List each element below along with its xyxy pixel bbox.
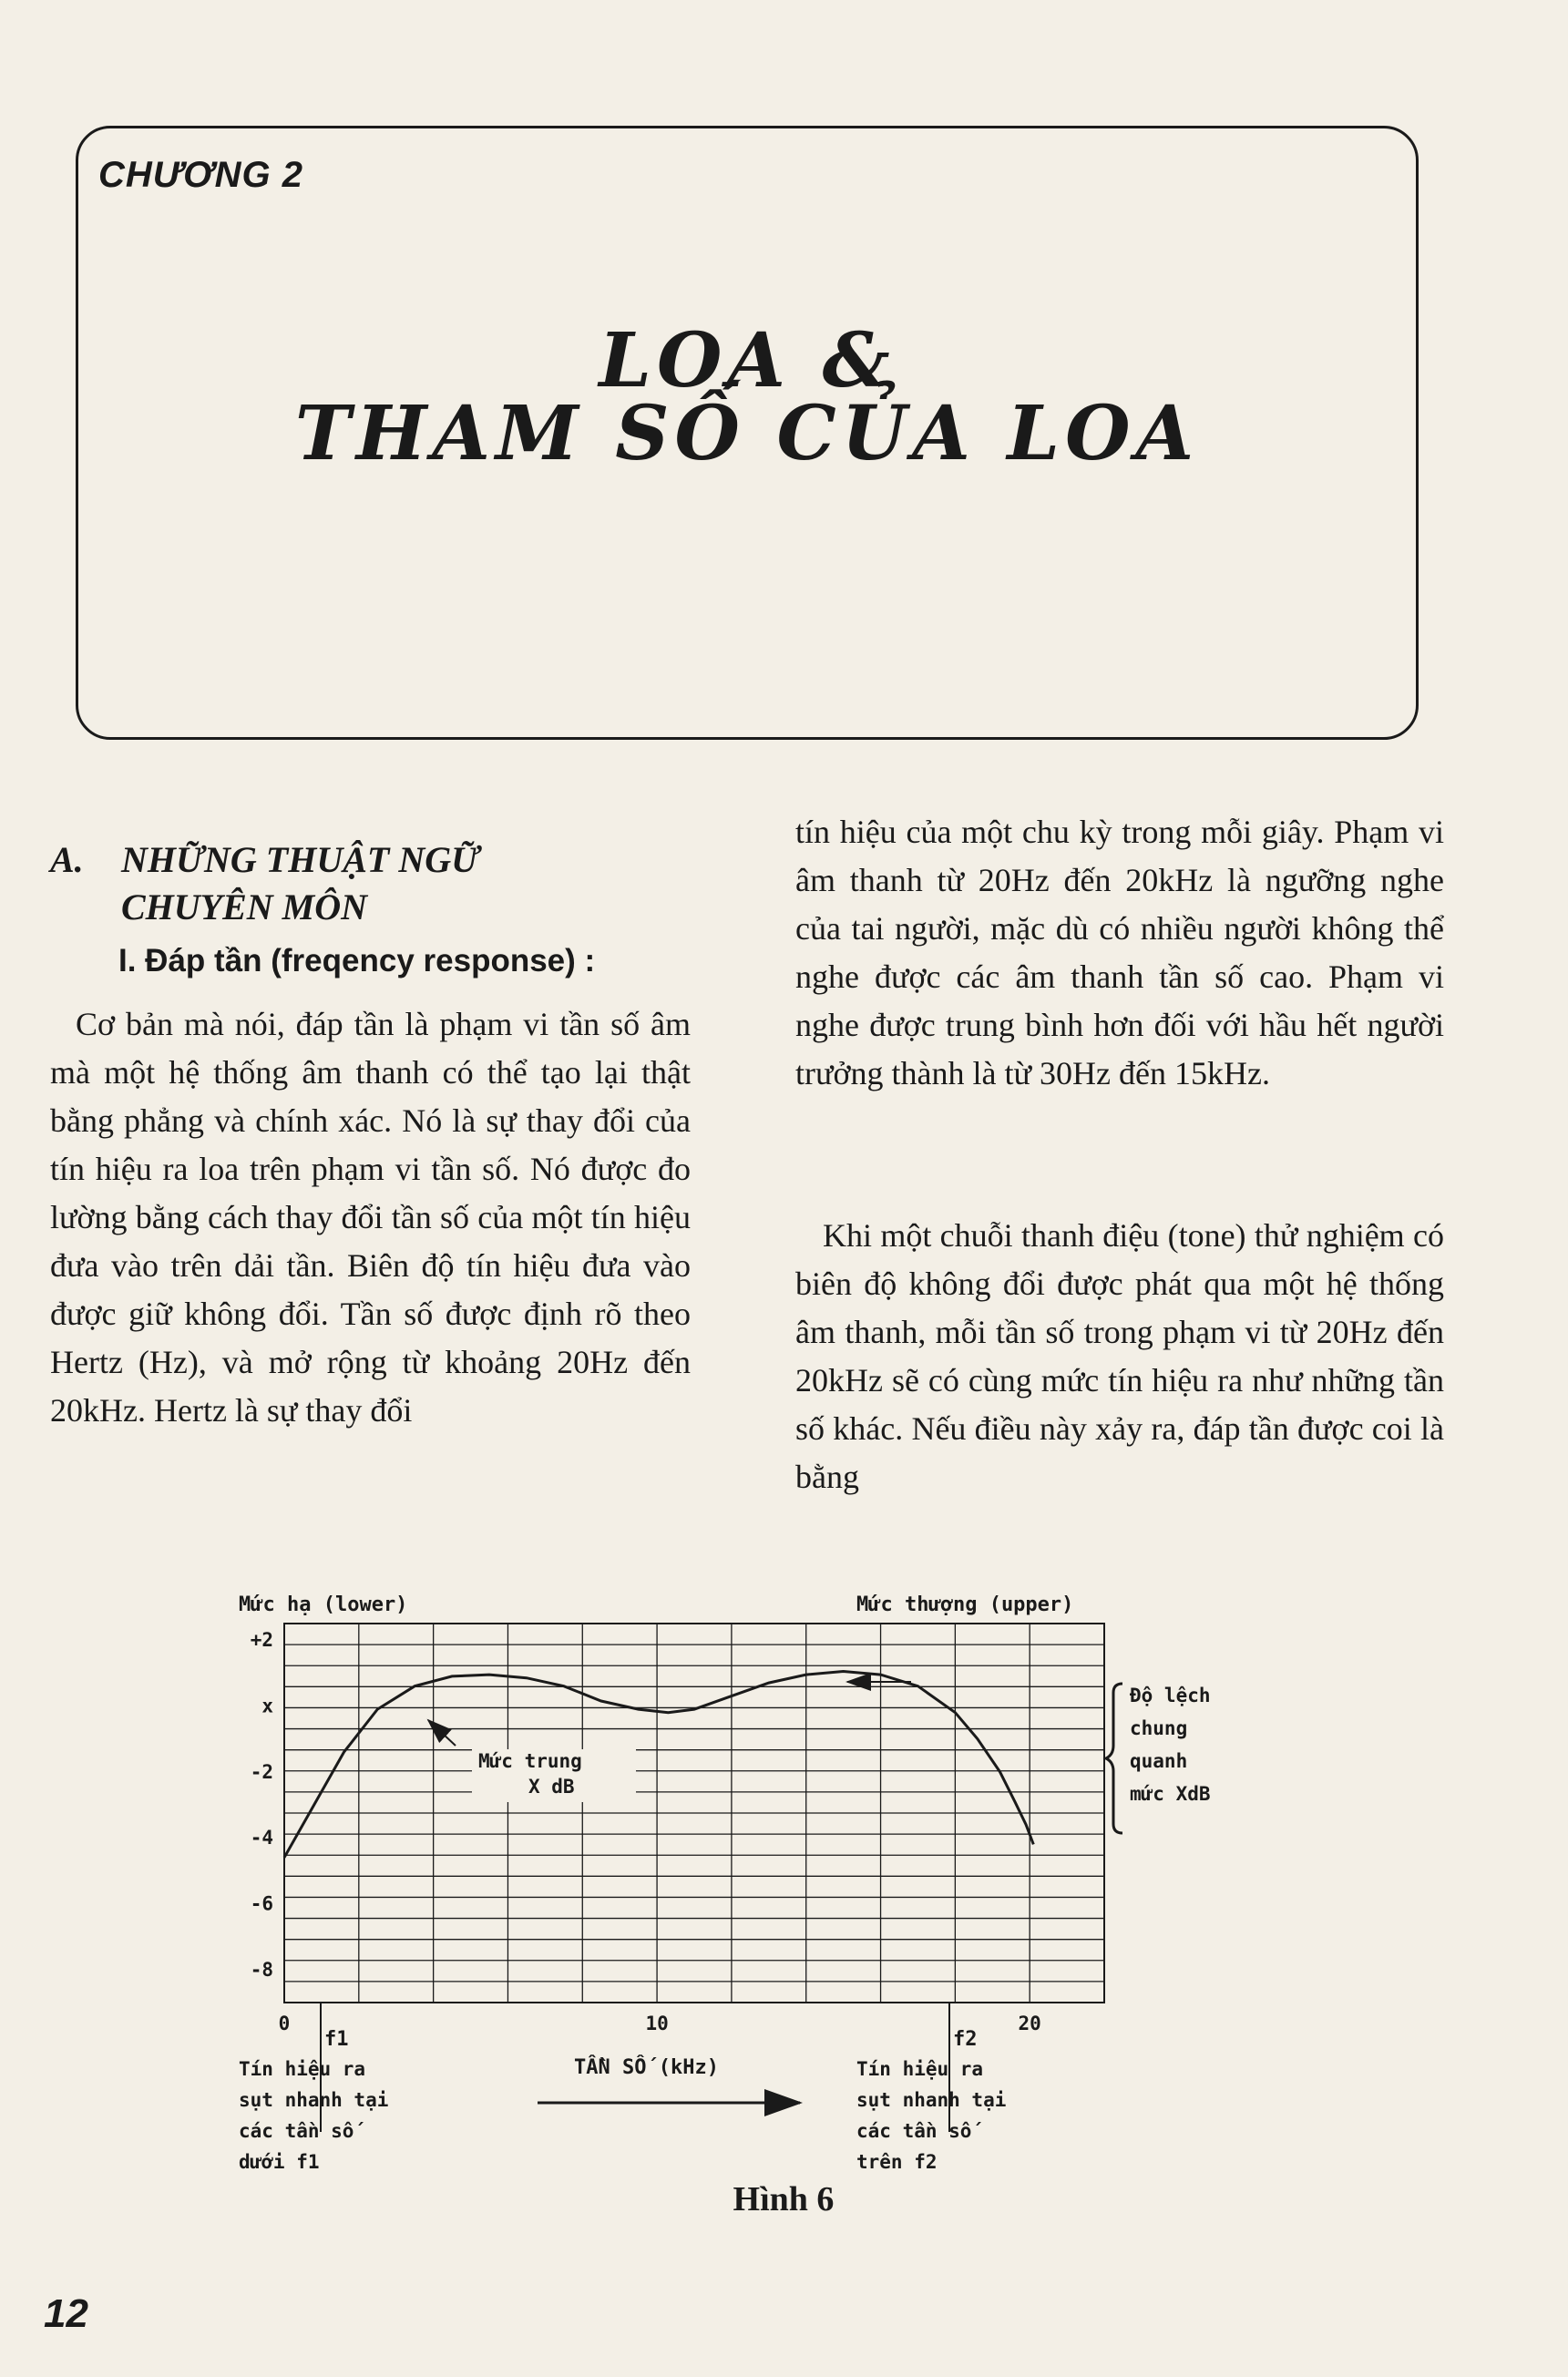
right-note-line: trên f2 [856, 2151, 938, 2173]
right-note-line: Tín hiệu ra [856, 2058, 984, 2080]
section-letter: A. [50, 839, 84, 880]
y-tick-label: -4 [250, 1827, 273, 1849]
deviation-label-line: Độ lệch [1130, 1685, 1211, 1706]
mid-label-line1: Mức trung [478, 1750, 582, 1772]
x-tick-labels [279, 2013, 1041, 2034]
y-tick-label: -6 [250, 1892, 273, 1915]
body-paragraph-right-1: tín hiệu của một chu kỳ trong mỗi giây. Phạm vi âm thanh từ 20Hz đến 20kHz là ngưỡng nghe của tai người, mặc dù có nhiều người không thể nghe được các âm thanh tần số cao. Phạm vi nghe được trung bình hơn đối với hầu hết người trưởng thành là từ 30Hz đến 15kHz. [795, 814, 1444, 1091]
body-paragraph-right-2: Khi một chuỗi thanh điệu (tone) thử nghiệm có biên độ không đổi được phát qua một hệ thống âm thanh, mỗi tần số trong phạm vi từ 20Hz đến 20kHz sẽ có cùng mức tín hiệu ra như những tần số khác. Nếu điều này xảy ra, đáp tần được coi là bằng [795, 1217, 1444, 1495]
mid-label-arrow [428, 1720, 456, 1746]
frequency-response-figure [0, 1585, 1568, 2177]
y-tick-labels [251, 1629, 274, 1981]
figure-caption: Hình 6 [733, 2180, 835, 2218]
x-tick-label: 20 [1018, 2013, 1041, 2034]
chapter-title-line2: THAM SỐ CỦA LOA [294, 390, 1200, 477]
f2-label: f2 [953, 2028, 978, 2051]
left-note-line: Tín hiệu ra [239, 2058, 366, 2080]
deviation-brace [1106, 1684, 1122, 1833]
mid-label-line2: X dB [528, 1776, 575, 1798]
left-note [239, 2058, 388, 2173]
left-note-line: các tần số [239, 2120, 354, 2142]
section-title-line2: CHUYÊN MÔN [121, 886, 368, 927]
label-lower: Mức hạ (lower) [239, 1593, 408, 1616]
f1-label: f1 [324, 2028, 349, 2051]
y-tick-label: +2 [250, 1629, 273, 1652]
left-note-line: dưới f1 [239, 2151, 320, 2173]
right-note-line: các tần số [856, 2120, 972, 2142]
y-tick-label: x [261, 1695, 273, 1717]
body-paragraph-left: Cơ bản mà nói, đáp tần là phạm vi tần số âm mà một hệ thống âm thanh có thể tạo lại thật bằng phẳng và chính xác. Nó là sự thay đổi của tín hiệu ra loa trên phạm vi tần số. Nó được đo lường bằng cách thay đổi tần số của một tín hiệu đưa vào trên dải tần. Biên độ tín hiệu đưa vào được giữ không đổi. Tần số được định rõ theo Hertz (Hz), và mở rộng từ khoảng 20Hz đến 20kHz. Hertz là sự thay đổi [50, 1006, 691, 1429]
x-tick-label: 10 [645, 2013, 669, 2034]
deviation-label-line: quanh [1130, 1750, 1188, 1772]
chapter-label: CHƯƠNG 2 [98, 155, 303, 195]
chapter-title-line1: LOA & [599, 317, 896, 405]
label-upper: Mức thượng (upper) [856, 1593, 1074, 1616]
y-tick-label: -8 [250, 1958, 273, 1981]
y-tick-label: -2 [250, 1760, 273, 1783]
response-curve [284, 1672, 1033, 1858]
chart-grid [284, 1624, 1104, 2003]
page-number: 12 [44, 2291, 88, 2336]
subheading-frequency-response: I. Đáp tần (freqency response) : [118, 943, 596, 978]
left-note-line: sụt nhanh tại [239, 2089, 389, 2111]
x-tick-label: 0 [278, 2013, 291, 2034]
right-note [856, 2058, 1006, 2173]
section-title-line1: NHỮNG THUẬT NGỮ [121, 839, 480, 880]
deviation-label-line: chung [1130, 1717, 1188, 1739]
deviation-label [1130, 1685, 1211, 1805]
x-axis-label: TẦN SỐ (kHz) [574, 2056, 719, 2079]
deviation-label-line: mức XdB [1130, 1783, 1211, 1805]
section-title [50, 836, 706, 931]
right-note-line: sụt nhanh tại [856, 2089, 1007, 2111]
